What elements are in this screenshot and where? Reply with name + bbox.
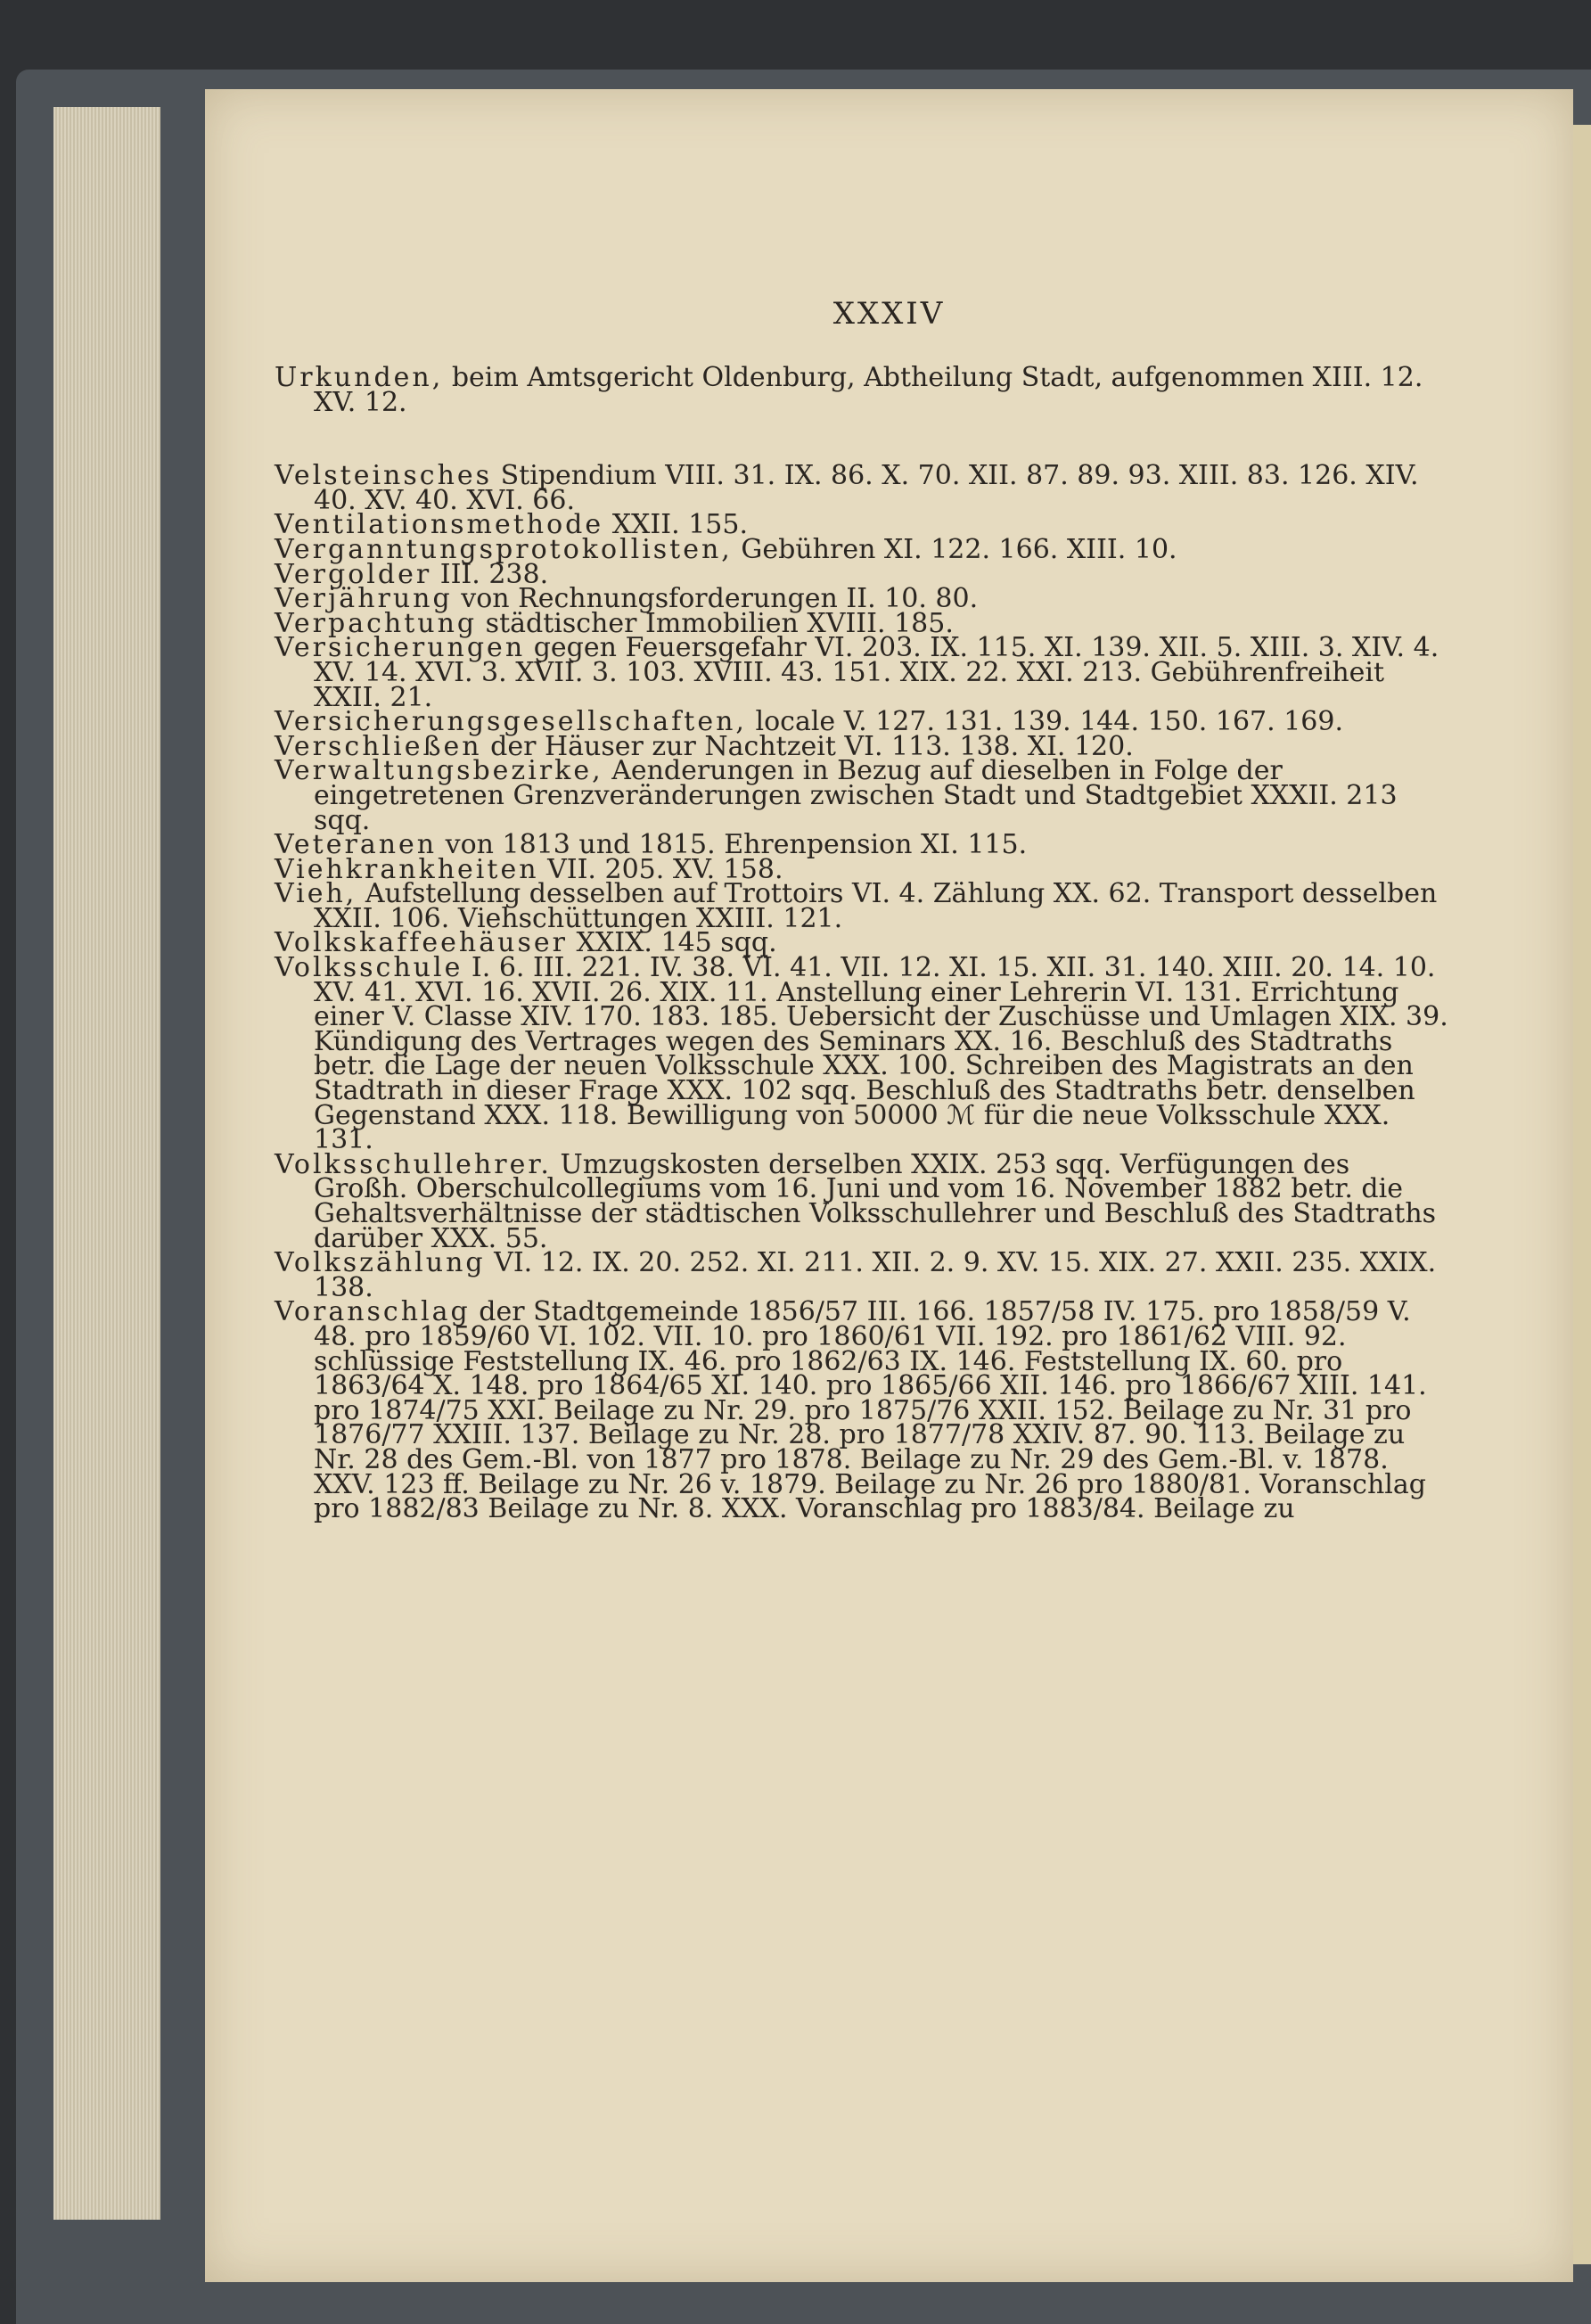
index-entry (275, 755, 1451, 836)
entry-text: locale V. 127. 131. 139. 144. 150. 167. 169. (755, 706, 1344, 738)
index-entry (275, 1247, 1451, 1303)
entry-text: VII. 205. XV. 158. (547, 853, 783, 885)
entry-head: Volkskaffeehäuser (275, 927, 568, 959)
entry-text: Umzugskosten derselben XXIX. 253 sqq. Verfügungen des Großh. Oberschulcollegiums vom 16. Juni und vom 16. November 1882 betr. die Gehaltsverhältnisse der städtischen Volksschullehrer und Beschluß des Stadtraths darüber XXX. 55. (314, 1148, 1437, 1254)
index-entries (275, 362, 1451, 1525)
entry-head: Versicherungen (275, 632, 526, 664)
entry-text: Gebühren XI. 122. 166. XIII. 10. (741, 533, 1177, 565)
entry-head: Verganntungsprotokollisten, (275, 533, 733, 565)
entry-text: I. 6. III. 221. IV. 38. VI. 41. VII. 12. XI. 15. XII. 31. 140. XIII. 20. 14. 10. XV. 41. XVI. 16. XVII. 26. XIX. 11. Anstellung einer Lehrerin VI. 131. Errichtung einer V. Classe XIV. 170. 183. 185. Uebersicht der Zuschüsse und Umlagen XIX. 39. Kündigung des Vertrages wegen des Seminars XX. 16. Beschluß des Stadtraths betr. die Lage der neuen Volksschule XXX. 100. Schreiben des Magistrats an den Stadtrath in dieser Frage XXX. 102 sqq. Beschluß des Stadtraths betr. denselben Gegenstand XXX. 118. Bewilligung von 50000 ℳ für die neue Volksschule XXX. 131. (314, 952, 1448, 1156)
entry-text: VI. 12. IX. 20. 252. XI. 211. XII. 2. 9. XV. 15. XIX. 27. XXII. 235. XXIX. 138. (314, 1247, 1437, 1303)
index-entry (275, 1148, 1451, 1254)
entry-text: Stipendium VIII. 31. IX. 86. X. 70. XII. 87. 89. 93. XIII. 83. 126. XIV. 40. XV. 40. XVI. 66. (314, 460, 1419, 516)
page-number: XXXIV (832, 296, 946, 332)
entry-text: XXII. 155. (611, 509, 748, 541)
entry-text: der Häuser zur Nachtzeit VI. 113. 138. XI. 120. (490, 730, 1134, 762)
index-entry (275, 632, 1451, 713)
entry-head: Verwaltungsbezirke, (275, 755, 603, 787)
entry-head: Versicherungsgesellschaften, (275, 706, 747, 738)
entry-head: Ventilationsmethode (275, 509, 604, 541)
entry-head: Voranschlag (275, 1296, 471, 1328)
entry-head: Verschließen (275, 730, 482, 762)
index-entry (275, 460, 1451, 516)
index-entry (275, 952, 1451, 1156)
entry-text: beim Amtsgericht Oldenburg, Abtheilung Stadt, aufgenommen XIII. 12. XV. 12. (314, 362, 1423, 418)
entry-head: Urkunden, (275, 362, 444, 393)
entry-text: Aenderungen in Bezug auf dieselben in Folge der eingetretenen Grenzveränderungen zwischen Stadt und Stadtgebiet XXXII. 213 sqq. (314, 755, 1398, 836)
entry-head: Volksschullehrer. (275, 1148, 552, 1180)
entry-head: Verjährung (275, 583, 453, 615)
entry-head: Velsteinsches (275, 460, 493, 492)
index-entry (275, 1296, 1451, 1525)
index-entry (275, 878, 1451, 934)
entry-text: der Stadtgemeinde 1856/57 III. 166. 1857/58 IV. 175. pro 1858/59 V. 48. pro 1859/60 VI. 102. VII. 10. pro 1860/61 VII. 192. pro 1861/62 VIII. 92. schlüssige Feststellung IX. 46. pro 1862/63 IX. 146. Feststellung IX. 60. pro 1863/64 X. 148. pro 1864/65 XI. 140. pro 1865/66 XII. 146. pro 1866/67 XIII. 141. pro 1874/75 XXI. Beilage zu Nr. 29. pro 1875/76 XXII. 152. Beilage zu Nr. 31 pro 1876/77 XXIII. 137. Beilage zu Nr. 28. pro 1877/78 XXIV. 87. 90. 113. Beilage zu Nr. 28 des Gem.-Bl. von 1877 pro 1878. Beilage zu Nr. 29 des Gem.-Bl. v. 1878. XXV. 123 ff. Beilage zu Nr. 26 v. 1879. Beilage zu Nr. 26 pro 1880/81. Voranschlag pro 1882/83 Beilage zu Nr. 8. XXX. Voranschlag pro 1883/84. Beilage zu (314, 1296, 1427, 1525)
entry-text: III. 238. (439, 558, 549, 590)
entry-text: Aufstellung desselben auf Trottoirs VI. 4. Zählung XX. 62. Transport desselben XXII. 106. Viehschüttungen XXIII. 121. (314, 878, 1438, 934)
entry-head: Vieh, (275, 878, 357, 910)
entry-text: XXIX. 145 sqq. (576, 927, 777, 959)
page-edges (53, 107, 160, 2220)
entry-head: Volksschule (275, 952, 463, 984)
entry-text: von Rechnungsforderungen II. 10. 80. (461, 583, 979, 615)
entry-head: Veteranen (275, 829, 438, 861)
entry-head: Viehkrankheiten (275, 853, 539, 885)
entry-head: Volkszählung (275, 1247, 486, 1279)
entry-text: von 1813 und 1815. Ehrenpension XI. 115. (445, 829, 1028, 861)
entry-text: städtischer Immobilien XVIII. 185. (485, 607, 954, 639)
index-entry (275, 362, 1451, 418)
entry-head: Verpachtung (275, 607, 478, 639)
entry-head: Vergolder (275, 558, 432, 590)
entry-text: gegen Feuersgefahr VI. 203. IX. 115. XI. 139. XII. 5. XIII. 3. XIV. 4. XV. 14. XVI. 3. XVII. 3. 103. XVIII. 43. 151. XIX. 22. XXI. 213. Gebührenfreiheit XXII. 21. (314, 632, 1439, 713)
